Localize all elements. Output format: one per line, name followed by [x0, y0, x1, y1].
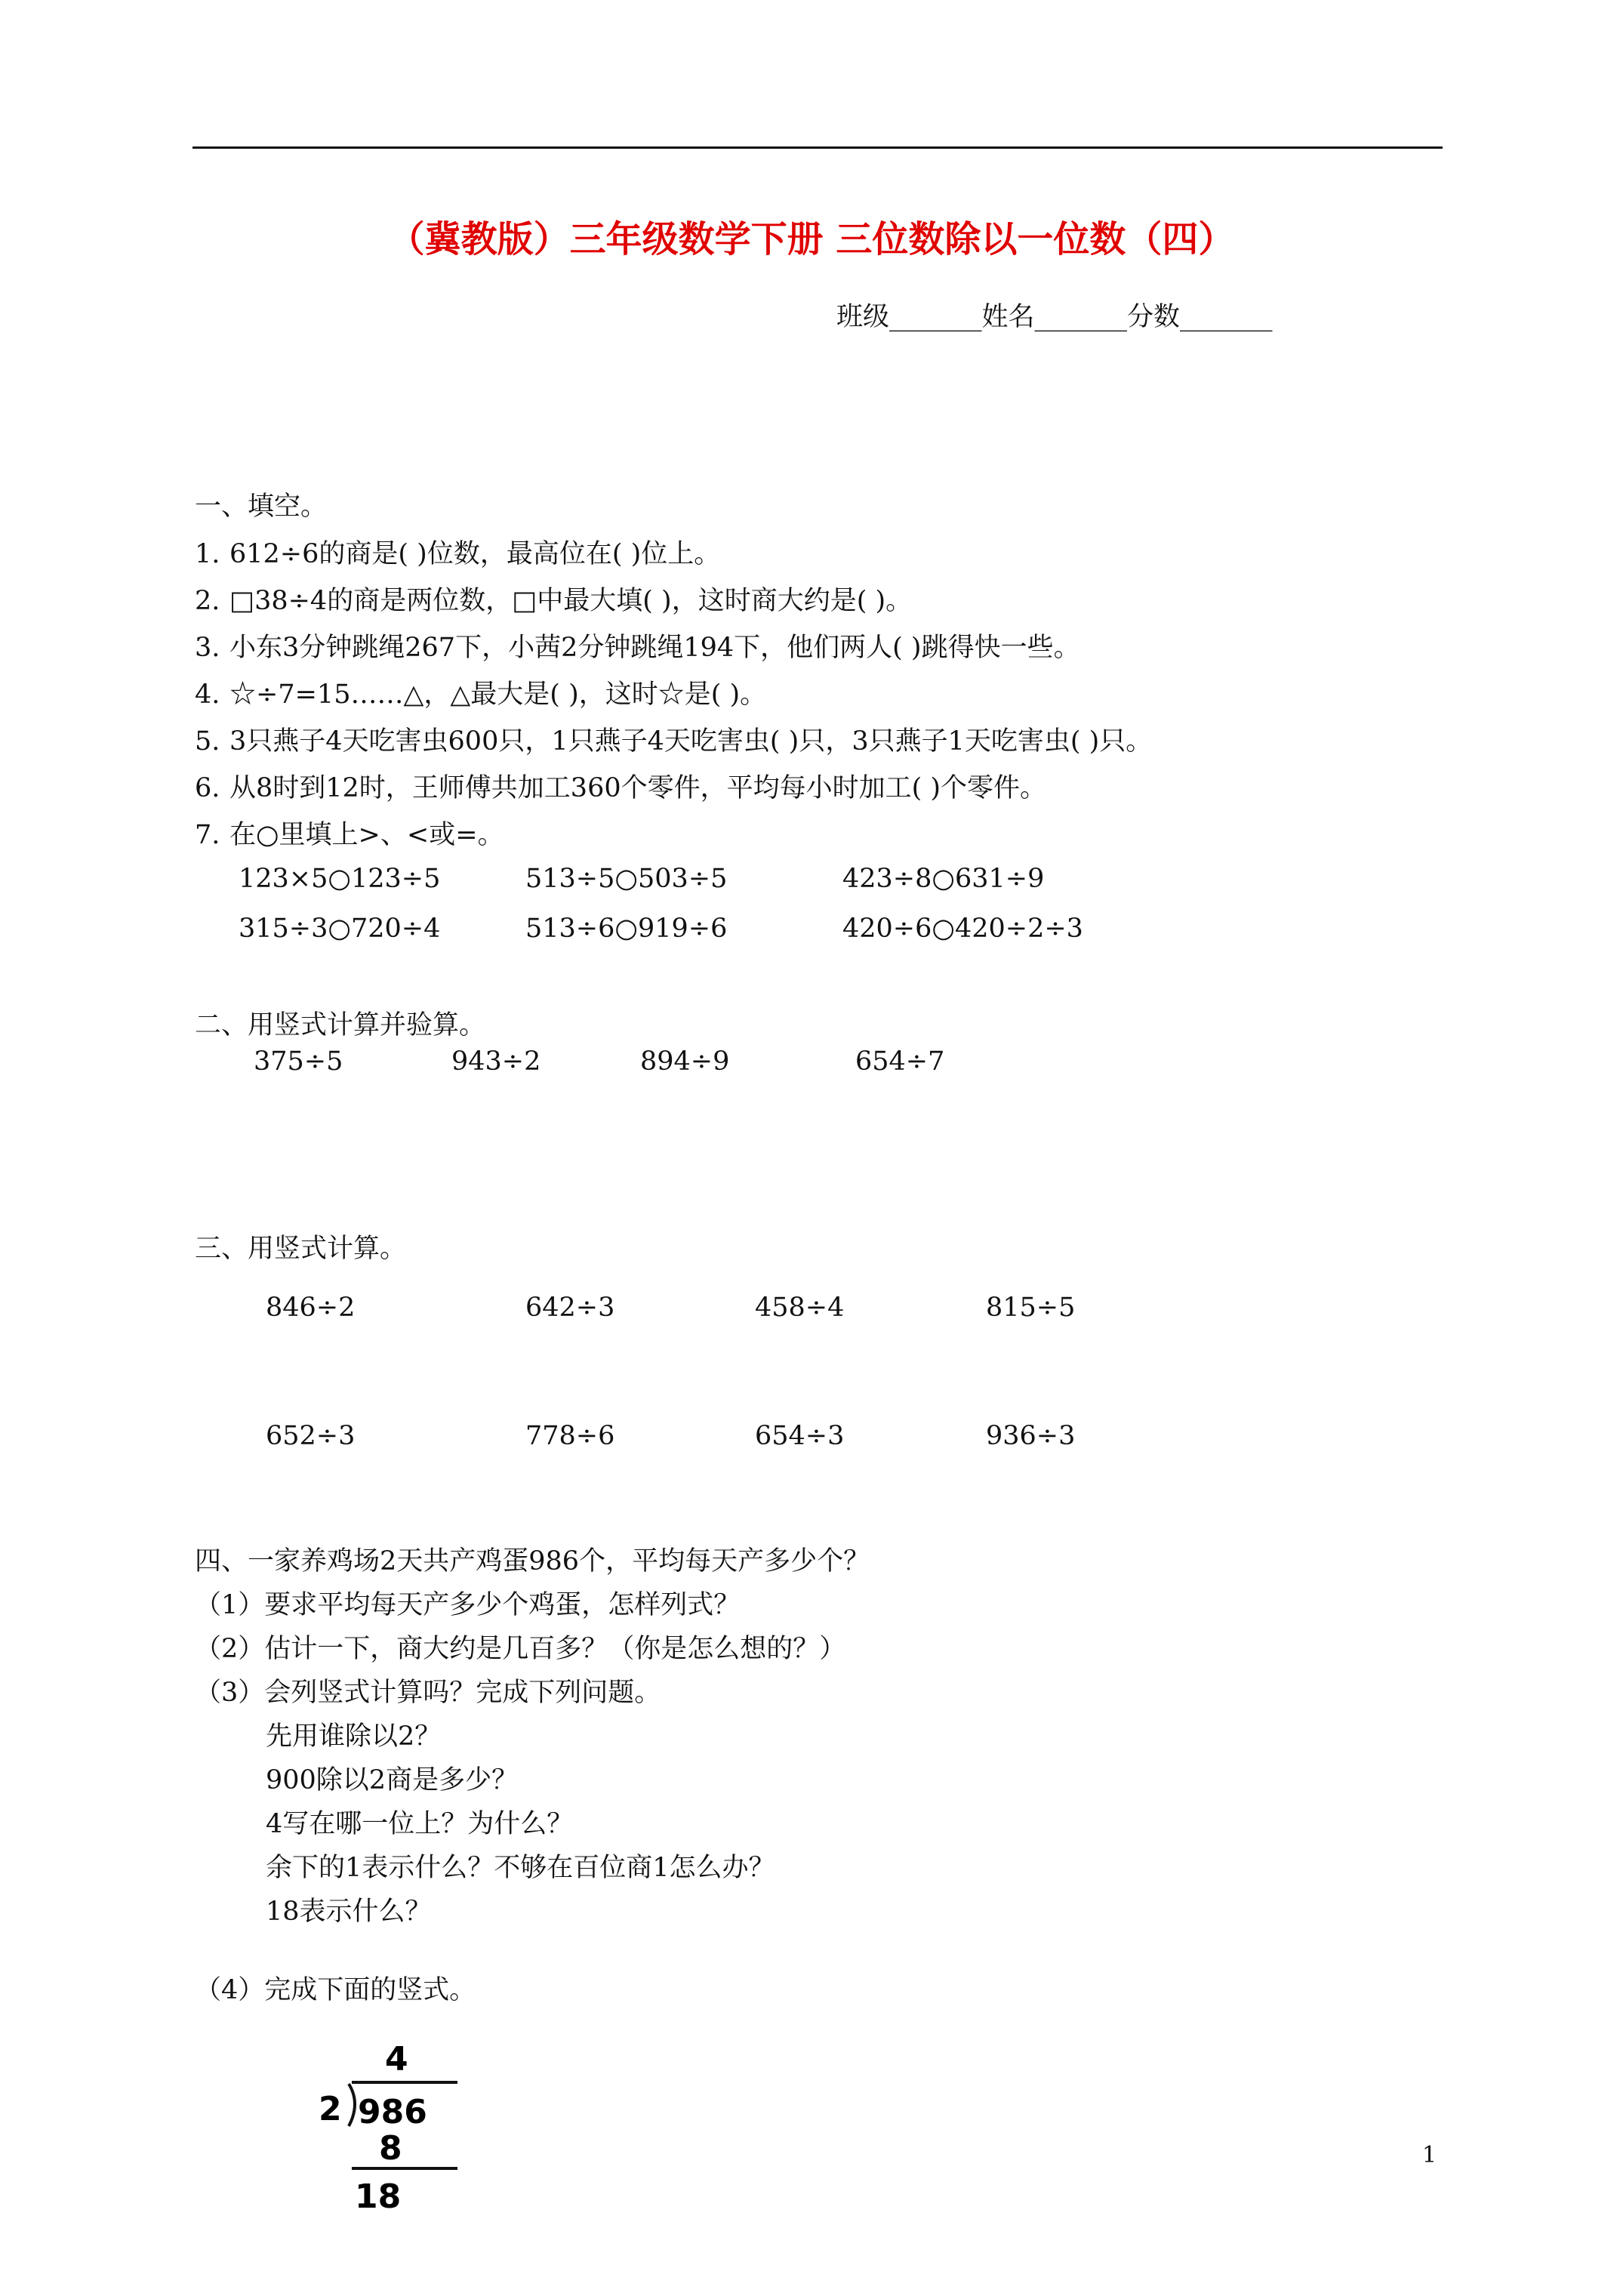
division-problem: 654÷7: [855, 1046, 945, 1077]
sub-question: 先用谁除以2？: [266, 1721, 442, 1752]
item-number: 7.: [195, 820, 220, 850]
fill-item-6: [195, 767, 1046, 805]
division-problem: 846÷2: [266, 1293, 356, 1323]
item-number: 1.: [195, 539, 220, 569]
item-text: 612÷6的商是( )位数，最高位在( )位上。: [229, 539, 721, 569]
compare-expression: 513÷5○503÷5: [525, 864, 728, 894]
question-2: （2）估计一下，商大约是几百多？（你是怎么想的？）: [195, 1634, 846, 1664]
long-division-figure: [302, 2031, 483, 2220]
item-number: 5.: [195, 726, 220, 757]
sub-question: 余下的1表示什么？不够在百位商1怎么办？: [266, 1853, 775, 1883]
item-text: 从8时到12时，王师傅共加工360个零件，平均每小时加工( )个零件。: [229, 773, 1047, 803]
sub-question: 4写在哪一位上？为什么？: [266, 1809, 574, 1839]
sub-question: 18表示什么？: [266, 1897, 432, 1927]
fill-item-1: [195, 533, 720, 571]
fill-item-5: [195, 720, 1152, 758]
compare-expression: 420÷6○420÷2÷3: [842, 914, 1083, 944]
compare-expression: 423÷8○631÷9: [842, 864, 1045, 894]
compare-expression: 513÷6○919÷6: [525, 914, 728, 944]
student-info-fields: 班级_______姓名_______分数_______: [836, 302, 1273, 332]
division-problem: 375÷5: [254, 1046, 343, 1077]
compare-expression: 123×5○123÷5: [239, 864, 441, 894]
division-problem: 815÷5: [986, 1293, 1076, 1323]
item-number: 3.: [195, 633, 220, 663]
sub-question: 900除以2商是多少？: [266, 1765, 519, 1795]
division-problem: 894÷9: [640, 1046, 730, 1077]
division-problem: 778÷6: [525, 1421, 615, 1451]
section4-heading: 四、一家养鸡场2天共产鸡蛋986个，平均每天产多少个？: [195, 1546, 870, 1576]
remainder-digits: 18: [355, 2177, 402, 2216]
item-number: 4.: [195, 680, 220, 710]
division-problem: 652÷3: [266, 1421, 356, 1451]
division-problem: 936÷3: [986, 1421, 1076, 1451]
item-text: 3只燕子4天吃害虫600只，1只燕子4天吃害虫( )只，3只燕子1天吃害虫( )只。: [229, 726, 1153, 757]
compare-expression: 315÷3○720÷4: [239, 914, 441, 944]
item-text: ☆÷7=15……△，△最大是( )，这时☆是( )。: [229, 680, 767, 710]
divisor-digit: 2: [319, 2090, 342, 2128]
fill-item-3: [195, 627, 1080, 664]
question-3: （3）会列竖式计算吗？完成下列问题。: [195, 1678, 661, 1708]
item-number: 6.: [195, 773, 220, 803]
item-text: 小东3分钟跳绳267下，小茜2分钟跳绳194下，他们两人( )跳得快一些。: [229, 633, 1080, 663]
item-text: 在○里填上>、<或=。: [229, 820, 504, 850]
division-problem: 654÷3: [755, 1421, 845, 1451]
item-text: □38÷4的商是两位数，□中最大填( )，这时商大约是( )。: [229, 586, 913, 616]
division-problem: 642÷3: [525, 1293, 615, 1323]
question-1: （1）要求平均每天产多少个鸡蛋，怎样列式？: [195, 1590, 741, 1620]
section2-heading: 二、用竖式计算并验算。: [195, 1010, 486, 1040]
page-title: （冀教版）三年级数学下册 三位数除以一位数（四）: [388, 218, 1235, 260]
fill-item-7: [195, 814, 504, 852]
dividend-digits: 986: [358, 2093, 427, 2131]
division-problem: 943÷2: [451, 1046, 541, 1077]
section3-heading: 三、用竖式计算。: [195, 1234, 407, 1264]
division-bracket: [349, 2084, 355, 2126]
section1-heading: 一、填空。: [195, 492, 328, 522]
top-rule: [192, 146, 1443, 149]
fill-item-2: [195, 580, 912, 618]
quotient-digit: 4: [385, 2040, 408, 2079]
fill-item-4: [195, 673, 766, 711]
item-number: 2.: [195, 586, 220, 616]
page-number: 1: [1422, 2142, 1437, 2168]
division-problem: 458÷4: [755, 1293, 845, 1323]
question-4: （4）完成下面的竖式。: [195, 1975, 476, 2005]
product-digit: 8: [379, 2129, 402, 2168]
